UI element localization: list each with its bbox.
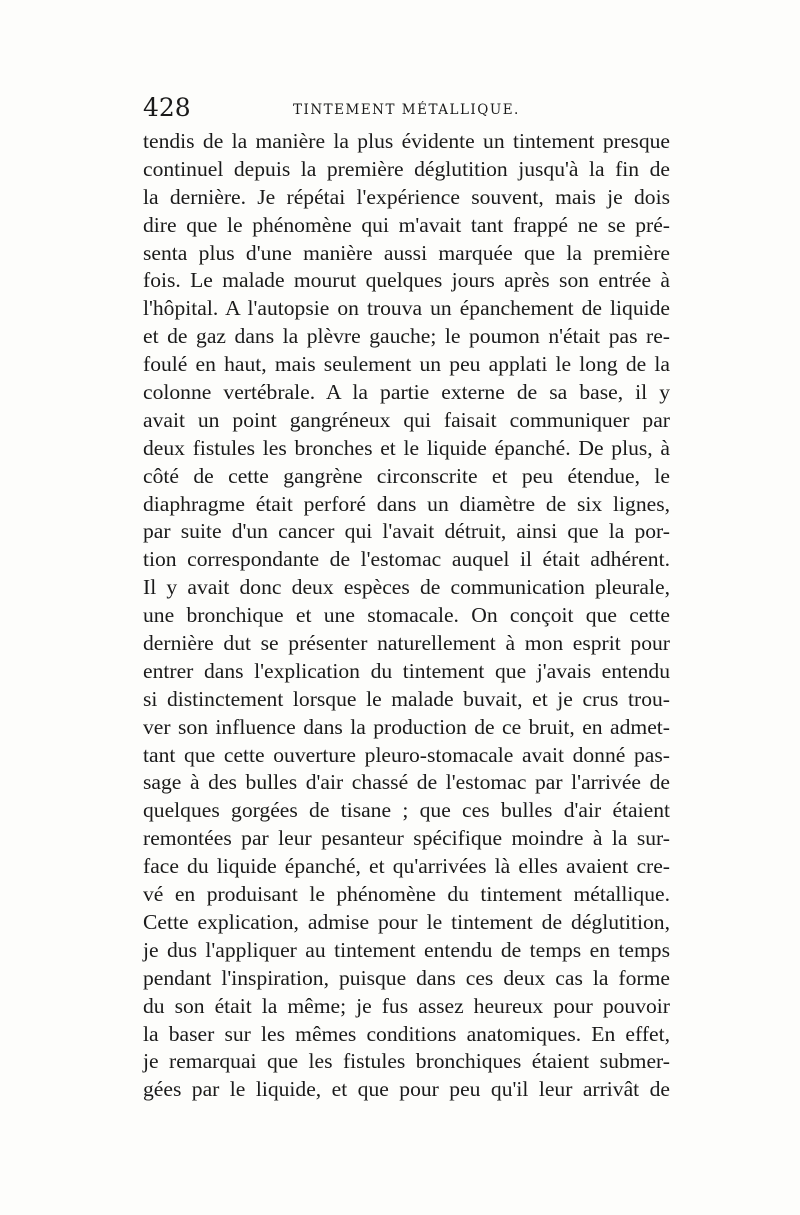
text-line: la baser sur les mêmes conditions anatomiques. En effet,	[143, 1021, 670, 1046]
text-line: dire que le phénomène qui m'avait tant frappé ne se pré-	[143, 212, 670, 237]
text-line: Cette explication, admise pour le tintement de déglutition,	[143, 909, 670, 934]
body-text	[143, 128, 670, 1104]
text-line: l'hôpital. A l'autopsie on trouva un épanchement de liquide	[143, 296, 670, 321]
text-line: diaphragme était perforé dans un diamètre de six lignes,	[143, 491, 670, 516]
text-line: tion correspondante de l'estomac auquel il était adhérent.	[143, 547, 670, 572]
text-line: fois. Le malade mourut quelques jours après son entrée à	[143, 268, 670, 293]
running-head: TINTEMENT MÉTALLIQUE.	[293, 102, 520, 118]
text-line: je remarquai que les fistules bronchiques étaient submer-	[143, 1049, 670, 1074]
text-line: ver son influence dans la production de ce bruit, en admet-	[143, 714, 670, 739]
page-number: 428	[143, 93, 191, 122]
text-line: tant que cette ouverture pleuro-stomacale avait donné pas-	[143, 742, 670, 767]
text-line: sage à des bulles d'air chassé de l'estomac par l'arrivée de	[143, 770, 670, 795]
text-line: entrer dans l'explication du tintement que j'avais entendu	[143, 658, 670, 683]
text-line: face du liquide épanché, et qu'arrivées là elles avaient cre-	[143, 854, 670, 879]
text-line: pendant l'inspiration, puisque dans ces deux cas la forme	[143, 965, 670, 990]
text-line: remontées par leur pesanteur spécifique moindre à la sur-	[143, 826, 670, 851]
page-header	[143, 93, 670, 127]
text-line: et de gaz dans la plèvre gauche; le poumon n'était pas re-	[143, 324, 670, 349]
text-line: vé en produisant le phénomène du tintement métallique.	[143, 882, 670, 907]
text-line: continuel depuis la première déglutition jusqu'à la fin de	[143, 156, 670, 181]
text-line: Il y avait donc deux espèces de communication pleurale,	[143, 575, 670, 600]
text-line: senta plus d'une manière aussi marquée que la première	[143, 240, 670, 265]
text-line: tendis de la manière la plus évidente un tintement presque	[143, 129, 670, 153]
text-line: par suite d'un cancer qui l'avait détruit, ainsi que la por-	[143, 519, 670, 544]
text-line: la dernière. Je répétai l'expérience souvent, mais je dois	[143, 184, 670, 209]
text-line: si distinctement lorsque le malade buvait, et je crus trou-	[143, 686, 670, 711]
text-line: une bronchique et une stomacale. On conçoit que cette	[143, 603, 670, 628]
text-line: gées par le liquide, et que pour peu qu'il leur arrivât de	[143, 1077, 670, 1102]
text-line: je dus l'appliquer au tintement entendu de temps en temps	[143, 937, 670, 962]
text-line: côté de cette gangrène circonscrite et peu étendue, le	[143, 463, 670, 488]
text-line: foulé en haut, mais seulement un peu applati le long de la	[143, 352, 670, 377]
text-line: avait un point gangréneux qui faisait communiquer par	[143, 407, 670, 432]
text-line: deux fistules les bronches et le liquide épanché. De plus, à	[143, 435, 670, 460]
text-line: dernière dut se présenter naturellement à mon esprit pour	[143, 631, 670, 656]
text-line: quelques gorgées de tisane ; que ces bulles d'air étaient	[143, 798, 670, 823]
text-line: colonne vertébrale. A la partie externe de sa base, il y	[143, 380, 670, 405]
text-line: du son était la même; je fus assez heureux pour pouvoir	[143, 993, 670, 1018]
